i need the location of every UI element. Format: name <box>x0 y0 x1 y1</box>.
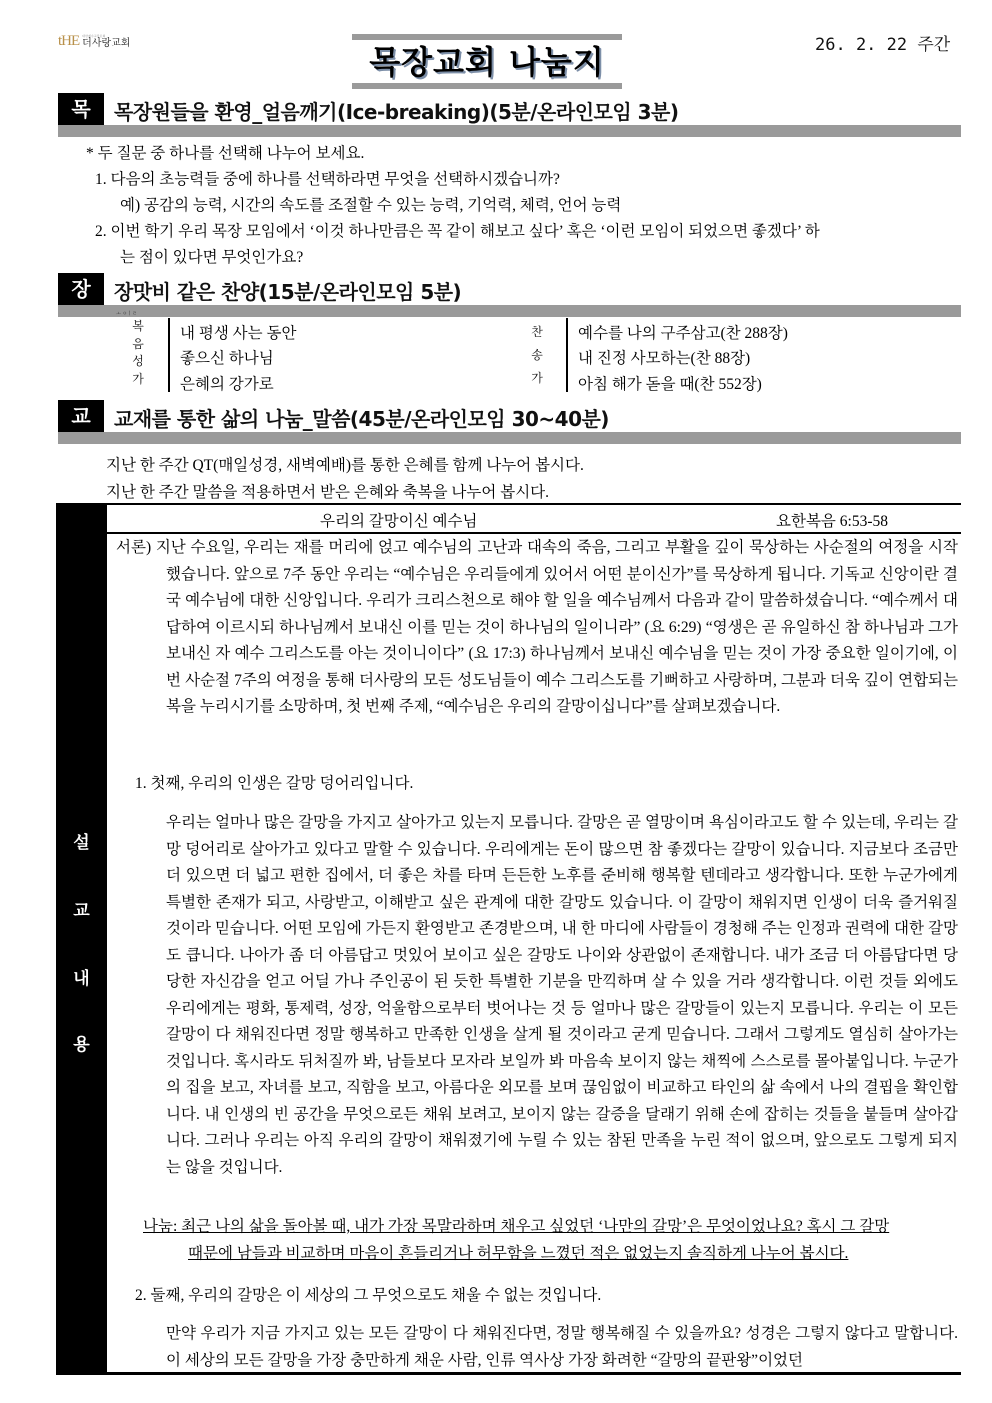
section-title: 목장원들을 환영_얼음깨기(Ice-breaking)(5분/온라인모임 3분) <box>114 100 679 124</box>
section-badge: 교 <box>58 400 104 432</box>
side-label-char: 용 <box>73 1035 90 1055</box>
point-2-body: 만약 우리가 지금 가지고 있는 모든 갈망이 다 채워진다면, 정말 행복해질 수 있을까요? 성경은 그렇지 않다고 말합니다. 이 세상의 모든 갈망을 가장 충만하게 채운 사람, 인류 역사상 가장 화려한 “갈망의 끝판왕”이었던 <box>166 1325 958 1369</box>
sermon-top-rule <box>107 503 961 505</box>
question-2: 2. 이번 학기 우리 목장 모임에서 ‘이것 하나만큼은 꼭 같이 해보고 싶다’ 혹은 ‘이런 모임이 되었으면 좋겠다’ 하 <box>95 223 820 240</box>
hymn-divider <box>566 318 568 392</box>
page-title: 목장교회 나눔지 <box>369 43 605 81</box>
title-bar-bottom <box>352 83 622 89</box>
hymn-2: 내 진정 사모하는(찬 88장) <box>578 350 751 367</box>
hymn-3: 아침 해가 돋을 때(찬 552장) <box>578 376 762 393</box>
side-label-char: 설 <box>73 833 90 853</box>
scripture-reference: 요한복음 6:53-58 <box>776 513 888 530</box>
gospel-song-3: 은혜의 강가로 <box>180 376 274 393</box>
logo-subtitle: 대한예수교장로회 <box>82 34 106 38</box>
question-1: 1. 다음의 초능력들 중에 하나를 선택하라면 무엇을 선택하시겠습니까? <box>95 171 560 188</box>
section-badge: 장 <box>58 273 104 305</box>
sharing-question: 나눔: 최근 나의 삶을 돌아볼 때, 내가 가장 목말라하며 채우고 싶었던 ‘나만의 갈망’은 무엇이었나요? 혹시 그 갈망 때문에 남들과 비교하며 마음이 흔들리거나 허무함을 느꼈던 적은 없었는지 솔직하게 나누어 봅시다. <box>143 1218 890 1262</box>
sermon-side-column <box>56 503 107 1374</box>
section-bar <box>58 305 961 317</box>
word-sharing-line: 지난 한 주간 말씀을 적용하면서 받은 은혜와 축복을 나누어 봅시다. <box>106 484 550 501</box>
title-bar-top <box>352 34 622 40</box>
church-logo <box>58 33 130 50</box>
page-title-box <box>352 34 622 89</box>
qt-sharing-line: 지난 한 주간 QT(매일성경, 새벽예배)를 통한 은혜를 함께 나누어 봅시다. <box>106 457 584 474</box>
sermon-intro: 서론) 지난 수요일, 우리는 재를 머리에 얹고 예수님의 고난과 대속의 죽음, 그리고 부활을 깊이 묵상하는 사순절의 여정을 시작했습니다. 앞으로 7주 동안 우리는 “예수님은 우리들에게 있어서 어떤 분이신가”를 묵상하게 됩니다. 기독교 신앙이란 결국 예수님에 대한 신앙입니다. 우리가 크리스천으로 해야 할 일을 예수님께서 다음과 같이 말씀하셨습니다. “예수께서 대답하여 이르시되 하나님께서 보내신 이를 믿는 것이 하나님의 일이니라” (요 6:29) “영생은 곧 유일하신 참 하나님과 그가 보내신 자 예수 그리스도를 아는 것이니이다” (요 17:3) 하나님께서 보내신 예수님을 믿는 것이 가장 중요한 일이기에, 이번 사순절 7주의 여정을 통해 더사랑의 모든 성도님들이 예수 그리스도를 기뻐하고 사랑하며, 그분과 더욱 깊이 연합되는 복을 누리시기를 소망하며, 첫 번째 주제, “예수님은 우리의 갈망이십니다”를 살펴보겠습니다. <box>116 539 958 715</box>
gospel-divider <box>168 318 170 392</box>
section-title: 교재를 통한 삶의 나눔_말씀(45분/온라인모임 30~40분) <box>114 407 609 431</box>
side-label-char: 교 <box>73 901 90 921</box>
hymn-1: 예수를 나의 구주삼고(찬 288장) <box>578 325 788 342</box>
gospel-song-1: 내 평생 사는 동안 <box>180 325 297 342</box>
point-1-heading: 1. 첫째, 우리의 인생은 갈망 덩어리입니다. <box>135 775 414 792</box>
week-date: 26. 2. 22 주간 <box>815 35 951 55</box>
sermon-title: 우리의 갈망이신 예수님 <box>320 513 478 530</box>
side-label-char: 내 <box>73 969 90 989</box>
question-1-example: 예) 공감의 능력, 시간의 속도를 조절할 수 있는 능력, 기억력, 체력, 언어 능력 <box>120 197 622 214</box>
sermon-bottom-rule <box>56 1372 961 1375</box>
tiny-note: ㅗ ㅇㅣㄹ <box>116 311 137 317</box>
gospel-song-2: 좋으신 하나님 <box>180 350 274 367</box>
question-2-cont: 는 점이 있다면 무엇인가요? <box>120 249 304 266</box>
section-badge: 목 <box>58 93 104 125</box>
section-title: 장맛비 같은 찬양(15분/온라인모임 5분) <box>114 280 462 304</box>
logo-mark: tHE <box>58 33 80 49</box>
section-bar <box>58 125 961 137</box>
hymn-label: 찬 송 가 <box>531 325 543 385</box>
instruction-text: * 두 질문 중 하나를 선택해 나누어 보세요. <box>86 145 365 162</box>
sermon-title-rule <box>107 532 961 534</box>
point-1-body: 우리는 얼마나 많은 갈망을 가지고 살아가고 있는지 모릅니다. 갈망은 곧 열망이며 욕심이라고도 할 수 있는데, 우리는 갈망 덩어리로 살아가고 있다고 말할 수 있습니다. 우리에게는 돈이 많으면 참 좋겠다는 갈망이 있습니다. 지금보다 조금만 더 있으면 더 넓고 편한 집에서, 더 좋은 차를 타며 든든한 노후를 준비해 행복할 텐데라고 생각합니다. 또한 누군가에게 특별한 존재가 되고, 사랑받고, 이해받고 싶은 관계에 대한 갈망도 있습니다. 이 갈망이 채워지면 인생이 더욱 즐거워질 것이라 믿습니다. 어떤 모임에 가든지 환영받고 존경받으며, 내 한 마디에 사람들이 경청해 주는 인정과 권력에 대한 갈망도 큽니다. 나아가 좀 더 아름답고 멋있어 보이고 싶은 갈망도 나이와 상관없이 존재합니다. 내가 조금 더 아름답다면 당당한 자신감을 얻고 어딜 가나 주인공이 된 듯한 특별한 기분을 만끽하며 살 수 있을 거라 생각합니다. 이런 것들 외에도 우리에게는 평화, 통제력, 성장, 억울함으로부터 벗어나는 것 등 얼마나 많은 갈망들이 있는지 모릅니다. 우리는 이 모든 갈망이 다 채워진다면 정말 행복하고 만족한 인생을 살게 될 것이라고 굳게 믿습니다. 그래서 그렇게도 열심히 살아가는 것입니다. 혹시라도 뒤처질까 봐, 남들보다 모자라 보일까 봐 마음속 보이지 않는 채찍에 스스로를 몰아붙입니다. 누군가의 집을 보고, 자녀를 보고, 직함을 보고, 아름다운 외모를 보며 끊임없이 비교하고 타인의 삶 속에서 나의 결핍을 확인합니다. 내 인생의 빈 공간을 무엇으로든 채워 보려고, 보이지 않는 갈증을 달래기 위해 손에 잡히는 것들을 붙들며 살아갑니다. 그러나 우리는 아직 우리의 갈망이 채워졌기에 누릴 수 있는 참된 만족을 누린 적이 없으며, 앞으로도 그렇게 되지는 않을 것입니다. <box>166 814 958 1176</box>
section-bar <box>58 432 961 444</box>
point-2-heading: 2. 둘째, 우리의 갈망은 이 세상의 그 무엇으로도 채울 수 없는 것입니다. <box>135 1287 602 1304</box>
gospel-song-label: 복 음 성 가 <box>132 319 144 386</box>
logo-name: 더사랑교회 <box>82 38 131 49</box>
